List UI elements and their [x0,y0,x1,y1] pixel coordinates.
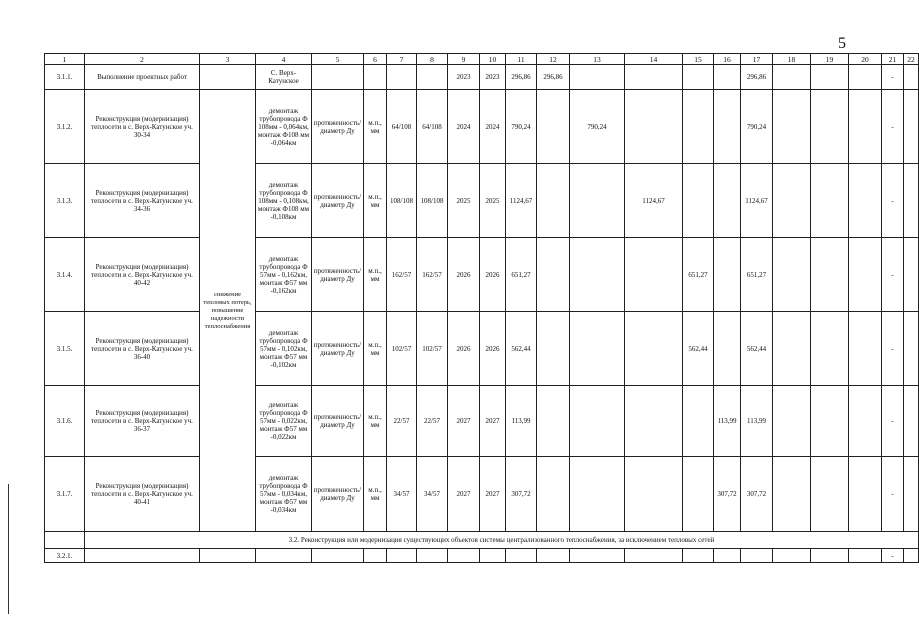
cost-col-21: - [882,65,904,90]
empty-cell [773,65,811,90]
header-cell: 14 [625,54,683,65]
empty-cell [811,312,849,386]
row-number: 3.1.2. [45,90,85,164]
cost-col-14 [625,386,683,457]
cost-col-14 [625,457,683,532]
cost-col-16 [714,164,741,238]
year-start: 2027 [448,457,480,532]
empty-cell [773,457,811,532]
total-cost: 651,27 [506,238,537,312]
indicator: протяженность/ диаметр Ду [312,164,364,238]
year-end: 2027 [480,457,506,532]
cost-col-15 [683,457,714,532]
empty-cell [811,549,849,563]
header-cell: 8 [417,54,448,65]
value-before: 22/57 [387,386,417,457]
empty-cell [417,549,448,563]
cost-col-13 [570,65,625,90]
goal-cell: снижение тепловых потерь, повышение надежности теплоснабжения [200,90,256,532]
year-start: 2026 [448,312,480,386]
description: демонтаж трубопровода Ф 57мм - 0,022км, монтаж Ф57 мм -0,022км [256,386,312,457]
value-after: 64/108 [417,90,448,164]
year-end: 2027 [480,386,506,457]
section-row [45,532,919,549]
cost-col-12 [537,386,570,457]
cost-col-15 [683,90,714,164]
header-cell: 11 [506,54,537,65]
indicator: протяженность/ диаметр Ду [312,457,364,532]
cost-col-17: 307,72 [741,457,773,532]
description: демонтаж трубопровода Ф 57мм - 0,102км, монтаж Ф57 мм -0,102км [256,312,312,386]
empty-cell [773,164,811,238]
cost-col-17: 562,44 [741,312,773,386]
header-cell: 17 [741,54,773,65]
description: демонтаж трубопровода Ф 57мм - 0,034км, монтаж Ф57 мм -0,034км [256,457,312,532]
table-body [45,54,919,563]
project-name: Реконструкция (модернизация) теплосети в с. Верх-Катунское уч. 36-40 [85,312,200,386]
value-before [387,65,417,90]
empty-cell [480,549,506,563]
empty-cell [773,312,811,386]
page-number: 5 [838,35,846,52]
description: С. Верх-Катунское [256,65,312,90]
row-number: 3.1.7. [45,457,85,532]
empty-cell [811,65,849,90]
total-cost: 1124,67 [506,164,537,238]
cost-col-15: 562,44 [683,312,714,386]
year-end: 2025 [480,164,506,238]
empty-cell [849,386,882,457]
row-number: 3.2.1. [45,549,85,563]
table-row [45,312,919,386]
cost-col-17: 1124,67 [741,164,773,238]
empty-cell [506,549,537,563]
total-cost: 307,72 [506,457,537,532]
header-cell: 10 [480,54,506,65]
header-cell: 5 [312,54,364,65]
empty-cell [811,90,849,164]
header-cell: 15 [683,54,714,65]
value-after: 162/57 [417,238,448,312]
empty-cell [773,90,811,164]
cost-col-13 [570,312,625,386]
empty-cell [312,549,364,563]
cost-col-16: 113,99 [714,386,741,457]
empty-cell [904,312,919,386]
table-row [45,457,919,532]
cost-col-21: - [882,238,904,312]
unit: м.п., мм [364,457,387,532]
empty-cell [811,386,849,457]
cost-col-13 [570,457,625,532]
cost-col-16 [714,238,741,312]
project-name: Реконструкция (модернизация) теплосети в с. Верх-Катунское уч. 34-36 [85,164,200,238]
unit [364,65,387,90]
cost-col-13 [570,164,625,238]
total-cost: 562,44 [506,312,537,386]
cost-col-21: - [882,164,904,238]
empty-cell [849,238,882,312]
unit: м.п., мм [364,164,387,238]
cost-col-14 [625,65,683,90]
unit: м.п., мм [364,312,387,386]
header-cell: 13 [570,54,625,65]
year-start: 2024 [448,90,480,164]
cost-col-14 [625,312,683,386]
empty-cell [849,457,882,532]
table-row [45,549,919,563]
total-cost: 296,86 [506,65,537,90]
cost-col-13 [570,238,625,312]
cost-col-21: - [882,312,904,386]
value-after: 34/57 [417,457,448,532]
year-end: 2026 [480,238,506,312]
row-number: 3.1.6. [45,386,85,457]
project-name: Реконструкция (модернизация) теплосети в с. Верх-Катунское уч. 36-37 [85,386,200,457]
goal-cell [200,65,256,90]
project-name: Выполнение проектных работ [85,65,200,90]
empty-cell [904,65,919,90]
investment-table [44,53,919,563]
empty-cell [773,549,811,563]
empty-cell [811,238,849,312]
cost-col-12 [537,312,570,386]
header-cell: 19 [811,54,849,65]
empty-cell [625,549,683,563]
empty-cell [448,549,480,563]
empty-cell [849,65,882,90]
year-end: 2024 [480,90,506,164]
cost-col-17: 790,24 [741,90,773,164]
row-number: 3.1.3. [45,164,85,238]
year-start: 2023 [448,65,480,90]
value-before: 102/57 [387,312,417,386]
header-cell: 4 [256,54,312,65]
cost-col-16 [714,312,741,386]
empty-cell [904,457,919,532]
header-cell: 22 [904,54,919,65]
cost-col-17: 651,27 [741,238,773,312]
cost-col-14: 1124,67 [625,164,683,238]
header-cell: 21 [882,54,904,65]
cost-col-12: 296,86 [537,65,570,90]
cost-col-13: 790,24 [570,90,625,164]
header-cell: 7 [387,54,417,65]
indicator: протяженность/ диаметр Ду [312,312,364,386]
table-row [45,65,919,90]
cost-col-12 [537,90,570,164]
year-start: 2027 [448,386,480,457]
cost-col-12 [537,238,570,312]
unit: м.п., мм [364,386,387,457]
empty-cell [85,549,200,563]
empty-cell [200,549,256,563]
header-cell: 3 [200,54,256,65]
empty-cell [773,386,811,457]
unit: м.п., мм [364,90,387,164]
header-cell: 16 [714,54,741,65]
cost-col-12 [537,457,570,532]
cost-col-17: 113,99 [741,386,773,457]
empty-cell [904,386,919,457]
value-before: 162/57 [387,238,417,312]
table-row [45,386,919,457]
cost-col-12 [537,164,570,238]
cost-col-16: 307,72 [714,457,741,532]
value-after [417,65,448,90]
header-cell: 20 [849,54,882,65]
value-before: 108/108 [387,164,417,238]
section-title: 3.2. Реконструкция или модернизация существующих объектов системы централизованного теплоснабжения, за исключением тепловых сетей [85,532,919,549]
cost-col-15: 651,27 [683,238,714,312]
empty-cell [683,549,714,563]
indicator: протяженность/ диаметр Ду [312,386,364,457]
empty-cell [849,164,882,238]
description: демонтаж трубопровода Ф 108мм - 0,064км, монтаж Ф108 мм -0,064км [256,90,312,164]
value-before: 64/108 [387,90,417,164]
cost-col-14 [625,238,683,312]
empty-cell [849,312,882,386]
empty-cell [773,238,811,312]
margin-line [8,484,9,614]
header-cell: 18 [773,54,811,65]
year-end: 2026 [480,312,506,386]
header-cell: 12 [537,54,570,65]
indicator [312,65,364,90]
row-number: 3.1.1. [45,65,85,90]
empty-cell [904,238,919,312]
cost-col-13 [570,386,625,457]
empty-cell [387,549,417,563]
cost-col-16 [714,65,741,90]
table-row [45,90,919,164]
value-before: 34/57 [387,457,417,532]
empty-cell [537,549,570,563]
empty-cell [741,549,773,563]
value-after: 102/57 [417,312,448,386]
value-after: 108/108 [417,164,448,238]
cost-col-14 [625,90,683,164]
indicator: протяженность/ диаметр Ду [312,90,364,164]
cost-col-15 [683,164,714,238]
empty-cell [256,549,312,563]
indicator: протяженность/ диаметр Ду [312,238,364,312]
row-number: 3.1.4. [45,238,85,312]
year-start: 2026 [448,238,480,312]
total-cost: 790,24 [506,90,537,164]
header-cell: 9 [448,54,480,65]
description: демонтаж трубопровода Ф 108мм - 0,108км, монтаж Ф108 мм -0,108км [256,164,312,238]
header-cell: 1 [45,54,85,65]
year-end: 2023 [480,65,506,90]
empty-cell [811,457,849,532]
empty-cell [904,549,919,563]
empty-cell [849,549,882,563]
empty-cell [570,549,625,563]
cost-col-15 [683,386,714,457]
project-name: Реконструкция (модернизация) теплосети в с. Верх-Катунское уч. 40-42 [85,238,200,312]
empty-cell [904,164,919,238]
cost-col-21: - [882,90,904,164]
empty-cell [45,532,85,549]
cost-col-15 [683,65,714,90]
table-row [45,164,919,238]
unit: м.п., мм [364,238,387,312]
empty-cell [811,164,849,238]
empty-cell [714,549,741,563]
row-number: 3.1.5. [45,312,85,386]
header-row [45,54,919,65]
header-cell: 2 [85,54,200,65]
empty-cell [849,90,882,164]
table-row [45,238,919,312]
header-cell: 6 [364,54,387,65]
cost-col-21: - [882,386,904,457]
cost-col-16 [714,90,741,164]
year-start: 2025 [448,164,480,238]
total-cost: 113,99 [506,386,537,457]
empty-cell [364,549,387,563]
project-name: Реконструкция (модернизация) теплосети в с. Верх-Катунское уч. 40-41 [85,457,200,532]
description: демонтаж трубопровода Ф 57мм - 0,162км, монтаж Ф57 мм -0,162км [256,238,312,312]
value-after: 22/57 [417,386,448,457]
cost-col-21: - [882,457,904,532]
cost-col-17: 296,86 [741,65,773,90]
empty-cell [904,90,919,164]
cost-col-21: - [882,549,904,563]
project-name: Реконструкция (модернизация) теплосети в с. Верх-Катунское уч. 30-34 [85,90,200,164]
